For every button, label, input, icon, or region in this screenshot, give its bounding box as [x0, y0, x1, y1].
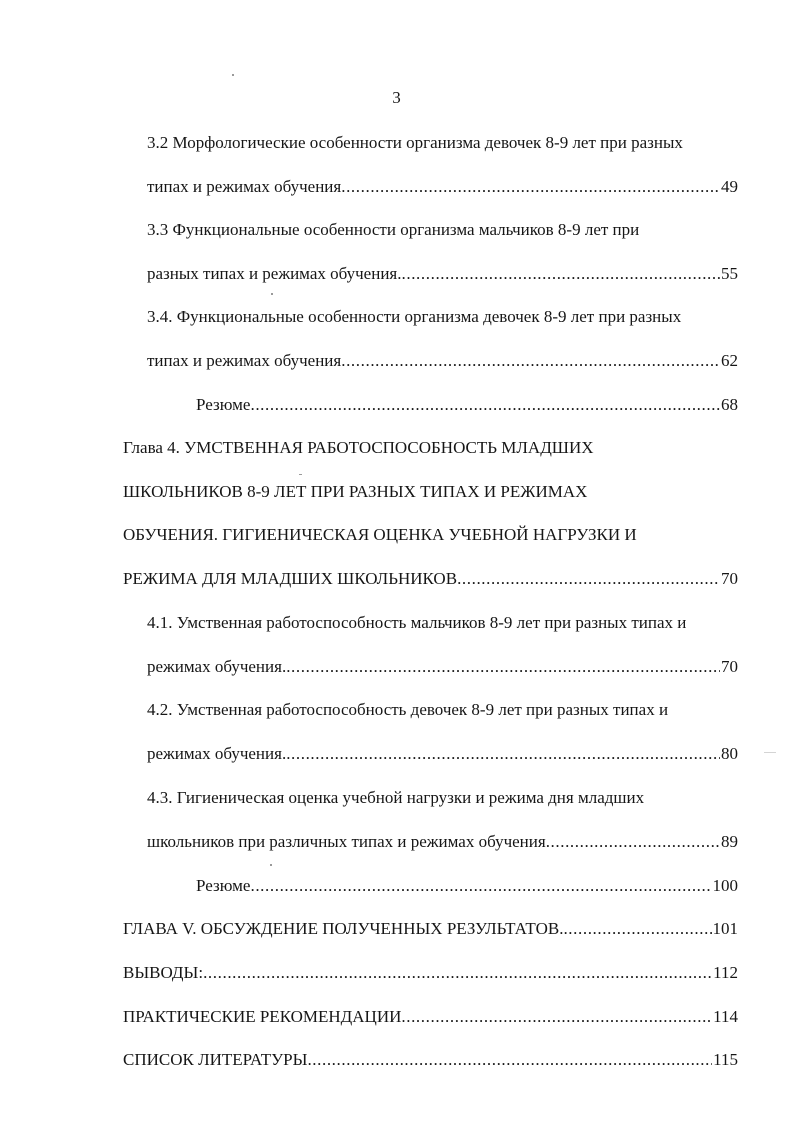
toc-s4-3-line: 4.3. Гигиеническая оценка учебной нагрузки и режима дня младших	[147, 788, 645, 807]
toc-dot-leader	[401, 1004, 712, 1030]
toc-page-number: 55	[721, 264, 738, 283]
page-number: 3	[392, 88, 401, 107]
toc-entry-title: Резюме	[196, 395, 251, 414]
scan-speck	[232, 74, 234, 76]
toc-dot-leader	[286, 741, 720, 767]
toc-entry-title: типах и режимах обучения	[147, 177, 342, 196]
toc-dot-leader	[307, 1047, 712, 1073]
toc-dot-leader	[250, 873, 711, 899]
toc-entry-title: режимах обучения.	[147, 744, 287, 763]
toc-entry-s4-3	[147, 829, 738, 855]
toc-ch4-line: ШКОЛЬНИКОВ 8-9 ЛЕТ ПРИ РАЗНЫХ ТИПАХ И РЕЖИМАХ	[123, 482, 588, 501]
toc-dot-leader	[457, 566, 720, 592]
scan-speck	[299, 474, 302, 475]
toc-page-number: 70	[721, 657, 738, 676]
toc-page-number: 114	[713, 1007, 738, 1026]
toc-entry-title: типах и режимах обучения	[147, 351, 342, 370]
toc-entry-resume-3	[196, 392, 738, 418]
toc-entry-title: ГЛАВА V. ОБСУЖДЕНИЕ ПОЛУЧЕННЫХ РЕЗУЛЬТАТОВ.	[123, 919, 564, 938]
toc-entry-title: разных типах и режимах обучения.	[147, 264, 402, 283]
toc-s3-3-line: 3.3 Функциональные особенности организма мальчиков 8-9 лет при	[147, 220, 640, 239]
toc-entry-recommendations	[123, 1004, 738, 1030]
scan-speck	[270, 864, 272, 866]
toc-entry-title: ПРАКТИЧЕСКИЕ РЕКОМЕНДАЦИИ	[123, 1007, 402, 1026]
toc-entry-s3-3	[147, 261, 738, 287]
toc-page-number: 115	[713, 1050, 738, 1069]
toc-ch4-line: Глава 4. УМСТВЕННАЯ РАБОТОСПОСОБНОСТЬ МЛАДШИХ	[123, 438, 594, 457]
toc-entry-s4-1	[147, 654, 738, 680]
toc-page-number: 112	[713, 963, 738, 982]
toc-entry-title: СПИСОК ЛИТЕРАТУРЫ	[123, 1050, 308, 1069]
toc-entry-title: режимах обучения.	[147, 657, 287, 676]
toc-entry-title: РЕЖИМА ДЛЯ МЛАДШИХ ШКОЛЬНИКОВ	[123, 569, 458, 588]
toc-entry-ch5	[123, 916, 738, 942]
toc-dot-leader	[286, 654, 720, 680]
toc-page-number: 68	[721, 395, 738, 414]
toc-s4-2-line: 4.2. Умственная работоспособность девочек 8-9 лет при разных типах и	[147, 700, 669, 719]
toc-dot-leader	[341, 174, 720, 200]
toc-entry-conclusions	[123, 960, 738, 986]
toc-ch4-line: ОБУЧЕНИЯ. ГИГИЕНИЧЕСКАЯ ОЦЕНКА УЧЕБНОЙ НАГРУЗКИ И	[123, 525, 637, 544]
toc-entry-resume-4	[196, 873, 738, 899]
toc-entry-title: школьников при различных типах и режимах обучения	[147, 832, 546, 851]
toc-page-number: 62	[721, 351, 738, 370]
toc-page-number: 89	[721, 832, 738, 851]
toc-entry-references	[123, 1047, 738, 1073]
toc-dot-leader	[402, 261, 721, 287]
toc-entry-s4-2	[147, 741, 738, 767]
toc-page-number: 49	[721, 177, 738, 196]
toc-dot-leader	[546, 829, 720, 855]
scan-speck	[764, 752, 776, 753]
toc-entry-ch4	[123, 566, 738, 592]
toc-entry-s3-4	[147, 348, 738, 374]
toc-entry-title: Резюме	[196, 876, 251, 895]
toc-dot-leader	[563, 916, 711, 942]
toc-entry-title: ВЫВОДЫ:	[123, 963, 204, 982]
toc-page-number: 100	[712, 876, 738, 895]
toc-s3-2-line: 3.2 Морфологические особенности организма девочек 8-9 лет при разных	[147, 133, 683, 152]
toc-dot-leader	[203, 960, 712, 986]
toc-dot-leader	[250, 392, 720, 418]
toc-page-number: 70	[721, 569, 738, 588]
toc-page-number: 80	[721, 744, 738, 763]
toc-entry-s3-2	[147, 174, 738, 200]
toc-s4-1-line: 4.1. Умственная работоспособность мальчиков 8-9 лет при разных типах и	[147, 613, 687, 632]
toc-dot-leader	[341, 348, 720, 374]
toc-page-number: 101	[712, 919, 738, 938]
toc-s3-4-line: 3.4. Функциональные особенности организма девочек 8-9 лет при разных	[147, 307, 682, 326]
scan-speck	[271, 293, 273, 295]
